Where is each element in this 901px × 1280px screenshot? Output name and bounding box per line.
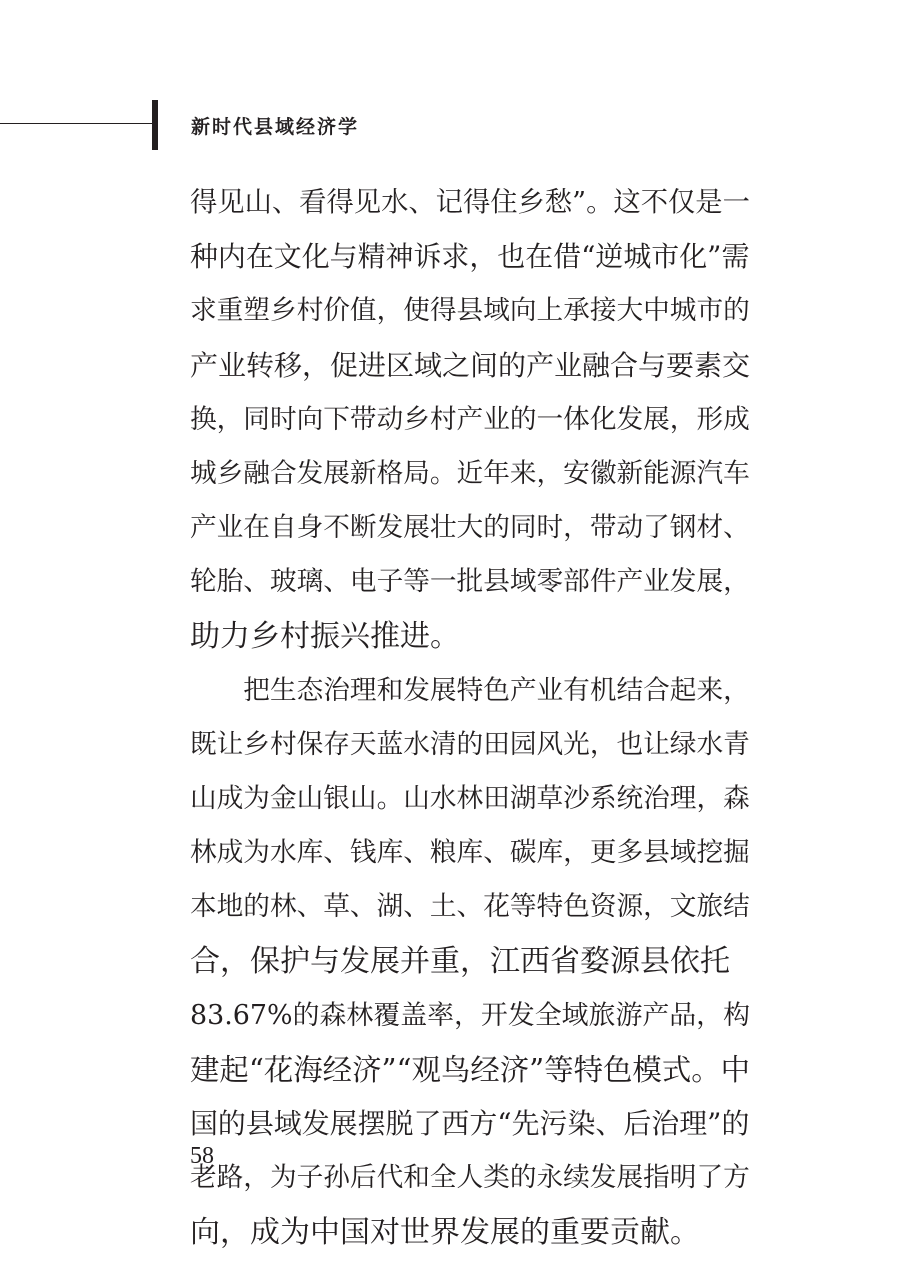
text-line: 林成为水库、钱库、粮库、碳库，更多县域挖掘 [190,837,750,869]
header-rule [0,123,155,124]
text-line: 换，同时向下带动乡村产业的一体化发展，形成 [190,403,750,435]
text-line: 产业在自身不断发展壮大的同时，带动了钢材、 [190,512,750,544]
text-line: 老路，为子孙后代和全人类的永续发展指明了方 [190,1162,750,1194]
text-line: 向，成为中国对世界发展的重要贡献。 [190,1214,700,1250]
text-line: 83.67%的森林覆盖率，开发全域旅游产品，构 [190,999,750,1031]
text-line: 建起“花海经济”“观鸟经济”等特色模式。中 [190,1053,751,1087]
text-line: 城乡融合发展新格局。近年来，安徽新能源汽车 [190,457,750,489]
text-line: 国的县域发展摆脱了西方“先污染、后治理”的 [190,1107,750,1141]
running-title: 新时代县域经济学 [191,116,360,138]
text-line: 山成为金山银山。山水林田湖草沙系统治理，森 [190,783,750,815]
text-line: 种内在文化与精神诉求，也在借“逆城市化”需 [190,240,750,274]
text-line: 把生态治理和发展特色产业有机结合起来， [190,674,750,706]
text-line: 既让乡村保存天蓝水清的田园风光，也让绿水青 [190,728,750,760]
text-line: 产业转移，促进区域之间的产业融合与要素交 [190,348,751,382]
header-bar [152,100,158,150]
text-line: 得见山、看得见水、记得住乡愁”。这不仅是一 [190,187,750,218]
body-text [190,176,750,1260]
text-line: 轮胎、玻璃、电子等一批县域零部件产业发展， [190,566,750,598]
text-line: 本地的林、草、湖、土、花等特色资源，文旅结 [190,891,750,923]
text-line: 合，保护与发展并重，江西省婺源县依托 [190,943,730,979]
text-line: 求重塑乡村价值，使得县域向上承接大中城市的 [190,295,750,327]
page-number: 58 [190,1143,214,1169]
text-line: 助力乡村振兴推进。 [190,618,460,654]
